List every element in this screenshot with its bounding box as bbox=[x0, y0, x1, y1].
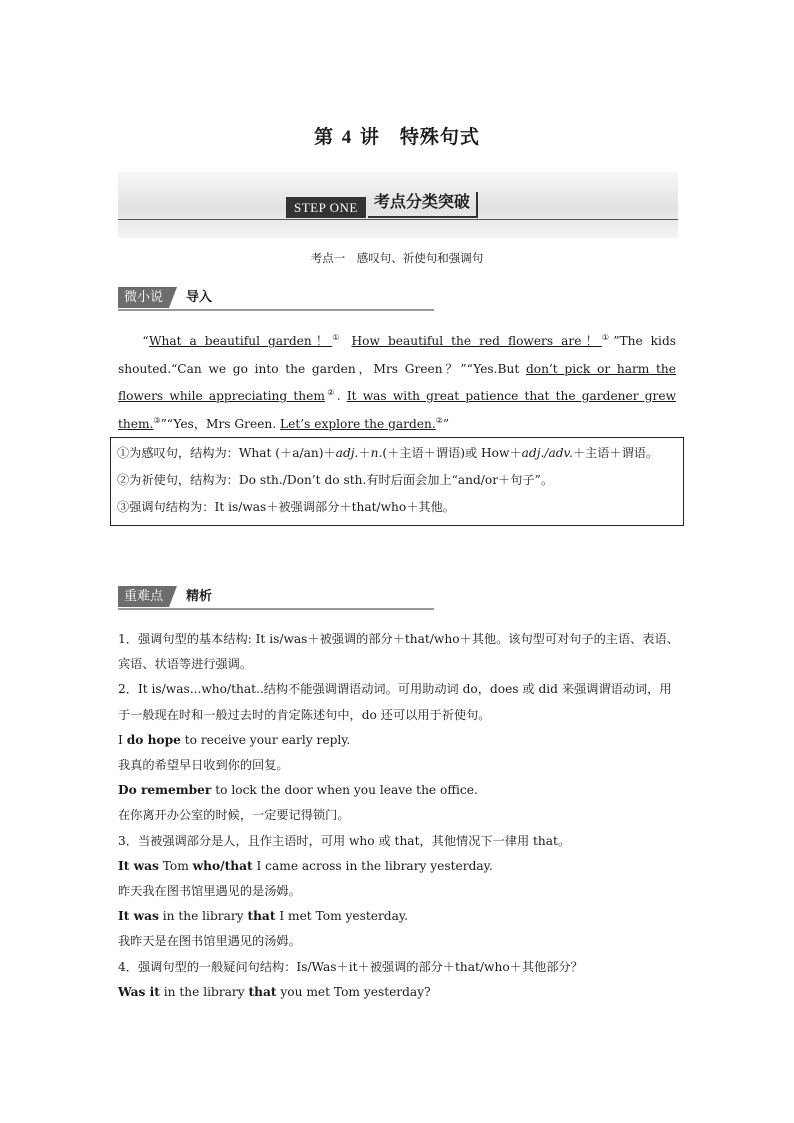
ex5-bold-c: that bbox=[248, 984, 277, 999]
step-one-label: STEP ONE bbox=[286, 197, 366, 218]
ex2-bold: Do remember bbox=[118, 783, 212, 798]
point-3: 3．当被强调部分是人，且作主语时，可用 who 或 that，其他情况下一律用 that。 bbox=[118, 833, 571, 848]
ex1-a: I bbox=[118, 732, 127, 747]
point-1: 1．强调句型的基本结构: It is/was＋被强调的部分＋that/who＋其他。该句型可对句子的主语、表语、宾语、状语等进行强调。 bbox=[118, 632, 679, 672]
note-1 bbox=[117, 440, 677, 467]
note-1-d: ＋主语＋谓语。 bbox=[572, 446, 659, 460]
ex1-bold: do hope bbox=[126, 732, 181, 747]
note-1-adjadv: adj./adv. bbox=[521, 446, 573, 460]
ex4-bold-a: It was bbox=[118, 909, 159, 924]
story-paragraph bbox=[118, 328, 676, 438]
story-quote: “ bbox=[142, 334, 149, 348]
note-1-n: n. bbox=[370, 446, 383, 460]
ex1-c: to receive your early reply. bbox=[180, 732, 351, 747]
example-4-translation: 我昨天是在图书馆里遇见的汤姆。 bbox=[118, 934, 301, 949]
example-3-translation: 昨天我在图书馆里遇见的是汤姆。 bbox=[118, 884, 301, 899]
marker-3: ③ bbox=[153, 415, 161, 425]
analysis-tag-underline bbox=[118, 608, 434, 610]
example-4 bbox=[118, 904, 680, 929]
intro-tag-label: 微小说 bbox=[118, 287, 169, 308]
intro-tag-underline bbox=[118, 309, 434, 311]
ex4-bold-c: that bbox=[247, 909, 276, 924]
story-text-3: ”“Yes，Mrs Green. bbox=[160, 416, 281, 431]
ex5-d: you met Tom yesterday? bbox=[276, 984, 431, 999]
story-emphatic: It was with great patience that the gardener grew them. bbox=[118, 389, 677, 431]
story-exclamation-1: What a beautiful garden！ bbox=[148, 334, 333, 348]
example-5 bbox=[118, 980, 680, 1005]
lesson-number: 4 bbox=[341, 127, 353, 148]
example-3 bbox=[118, 854, 680, 879]
marker-1b: ① bbox=[601, 332, 614, 342]
ex4-b: in the library bbox=[158, 909, 248, 924]
story-imperative-2: Let’s explore the garden. bbox=[280, 416, 436, 431]
marker-1: ① bbox=[332, 332, 344, 342]
ex4-d: I met Tom yesterday. bbox=[275, 909, 409, 924]
analysis-tag-label: 重难点 bbox=[118, 586, 169, 607]
example-1-translation: 我真的希望早日收到你的回复。 bbox=[118, 758, 289, 773]
analysis-body bbox=[118, 627, 680, 1005]
note-1-b: ＋ bbox=[358, 446, 371, 460]
ex3-b: Tom bbox=[158, 858, 193, 873]
step-banner bbox=[118, 172, 678, 238]
analysis-tag bbox=[118, 586, 434, 608]
story-text-1: ”The kids shouted.“Can we go into the garden，Mrs Green？”“Yes.But bbox=[118, 334, 677, 376]
ex3-bold-a: It was bbox=[118, 858, 159, 873]
ex5-bold-a: Was it bbox=[118, 984, 160, 999]
story-imperative: don’t pick or harm the flowers while appreciating them bbox=[118, 361, 676, 403]
section-title: 考点一 感叹句、祈使句和强调句 bbox=[310, 251, 484, 265]
story-exclamation-2: How beautiful the red flowers are！ bbox=[351, 334, 602, 348]
notes-box bbox=[110, 437, 684, 526]
note-1-adj: adj. bbox=[335, 446, 359, 460]
story-quote-end: ” bbox=[442, 416, 450, 431]
intro-tag-text: 导入 bbox=[186, 290, 213, 305]
ex3-bold-c: who/that bbox=[192, 858, 253, 873]
note-1-c: (＋主语＋谓语)或 How＋ bbox=[382, 446, 522, 460]
banner-rule bbox=[118, 219, 678, 220]
note-2: ②为祈使句，结构为：Do sth./Don’t do sth.有时后面会加上“and/or＋句子”。 bbox=[117, 473, 554, 487]
marker-2b: ② bbox=[435, 415, 443, 425]
example-2 bbox=[118, 778, 680, 803]
title-prefix: 第 bbox=[314, 126, 335, 148]
title-suffix: 讲 特殊句式 bbox=[359, 126, 480, 148]
page-title bbox=[0, 122, 794, 149]
ex2-c: to lock the door when you leave the office. bbox=[211, 783, 478, 798]
ex3-d: I came across in the library yesterday. bbox=[252, 858, 493, 873]
point-2: 2．It is/was...who/that..结构不能强调谓语动词。可用助动词 do，does 或 did 来强调谓语动词，用于一般现在时和一般过去时的肯定陈述句中，do 还可以用于祈使句。 bbox=[118, 682, 672, 722]
note-3: ③强调句结构为：It is/was＋被强调部分＋that/who＋其他。 bbox=[117, 500, 455, 514]
banner-heading: 考点分类突破 bbox=[368, 192, 478, 218]
example-2-translation: 在你离开办公室的时候，一定要记得锁门。 bbox=[118, 808, 350, 823]
intro-tag bbox=[118, 287, 434, 309]
banner-label bbox=[286, 194, 478, 218]
marker-2: ② bbox=[324, 387, 337, 397]
note-1-a: ①为感叹句，结构为：What (＋a/an)＋ bbox=[117, 446, 336, 460]
analysis-tag-text: 精析 bbox=[186, 589, 213, 604]
point-4: 4．强调句型的一般疑问句结构：Is/Was＋it＋被强调的部分＋that/who＋其他部分？ bbox=[118, 959, 583, 974]
ex5-b: in the library bbox=[159, 984, 249, 999]
story-text-2: . bbox=[336, 389, 347, 403]
example-1 bbox=[118, 728, 680, 753]
